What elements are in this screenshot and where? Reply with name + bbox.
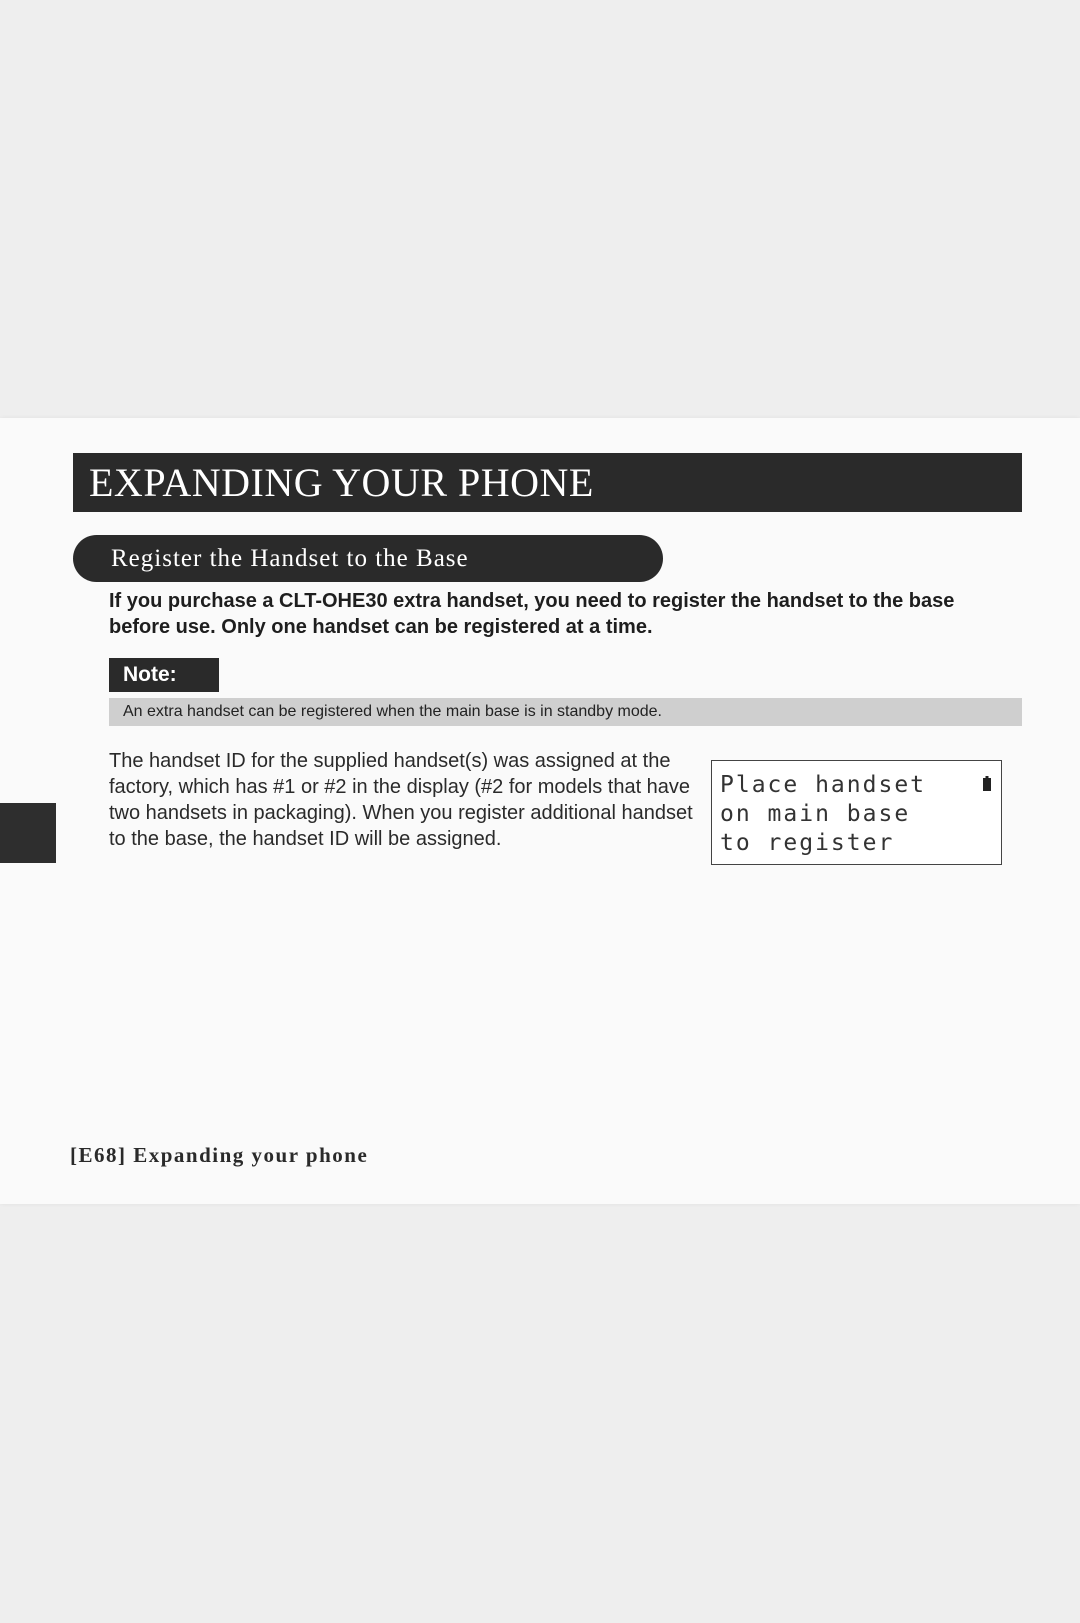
page-footer [70,1143,368,1168]
note-text: An extra handset can be registered when the main base is in standby mode. [109,698,1022,726]
note-label: Note: [109,658,219,692]
lcd-display [711,760,1002,865]
lcd-line-2: on main base [720,801,911,827]
footer-page-number: [E68] [70,1143,127,1167]
subsection-header: Register the Handset to the Base [73,535,663,582]
battery-icon [983,776,991,791]
lcd-line-3: to register [720,830,895,856]
chapter-tab-marker [0,803,56,863]
section-header: EXPANDING YOUR PHONE [73,453,1022,512]
intro-paragraph: If you purchase a CLT-OHE30 extra handset, you need to register the handset to the base before use. Only one handset can be registered at a time. [109,590,955,638]
lcd-line-1: Place handset [720,772,927,798]
footer-title: Expanding your phone [133,1143,369,1167]
body-paragraph: The handset ID for the supplied handset(s) was assigned at the factory, which has #1 or #2 in the display (#2 for models that have two handsets in packaging). When you register additional handset to the base, the handset ID will be assigned. [109,750,693,850]
